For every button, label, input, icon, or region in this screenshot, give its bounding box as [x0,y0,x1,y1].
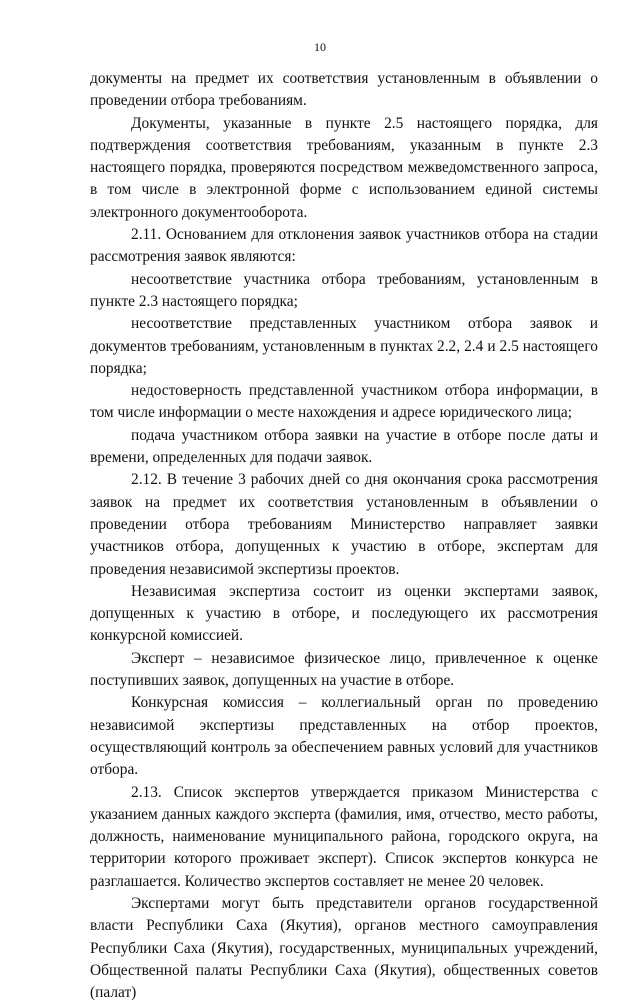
paragraph-rejection-reason-2: несоответствие представленных участником отбора заявок и документов требованиям, установленным в пунктах 2.2, 2.4 и 2.5 настоящего порядка; [90,315,598,377]
paragraph-independent-expertise: Независимая экспертиза состоит из оценки экспертами заявок, допущенных к участию в отборе, и последующего их рассмотрения конкурсной комиссией. [90,582,598,645]
paragraph-2-12: 2.12. В течение 3 рабочих дней со дня окончания срока рассмотрения заявок на предмет их соответствия установленным в объявлении о проведении отбора требованиям Министерство направляет заявки участников отбора, допущенных к участию в отборе, экспертам для проведения независимой экспертизы проектов. [90,471,598,578]
paragraph-2-13: 2.13. Список экспертов утверждается приказом Министерства с указанием данных каждого эксперта (фамилия, имя, отчество, место работы, должность, наименование муниципального района, городского округа, на территории которого проживает эксперт). Список экспертов конкурса не разглашается. Количество экспертов составляет не менее 20 человек. [90,783,598,890]
paragraph-commission-definition: Конкурсная комиссия – коллегиальный орган по проведению независимой экспертизы представленных на отбор проектов, осуществляющий контроль за обеспечением равных условий для участников отбора. [90,694,598,779]
document-body [90,68,598,1004]
paragraph-expert-definition: Эксперт – независимое физическое лицо, привлеченное к оценке поступивших заявок, допущенных на участие в отборе. [90,649,598,690]
paragraph-rejection-reason-1: несоответствие участника отбора требованиям, установленным в пункте 2.3 настоящего порядка; [90,270,598,310]
page-number: 10 [314,40,326,54]
paragraph-documents-verification: Документы, указанные в пункте 2.5 настоящего порядка, для подтверждения соответствия требованиям, указанным в пункте 2.3 настоящего порядка, проверяются посредством межведомственного запроса, в том числе в электронной форме с использованием единой системы электронного документооборота. [90,114,598,221]
paragraph-rejection-reason-4: подача участником отбора заявки на участие в отборе после даты и времени, определенных для подачи заявок. [90,426,598,467]
paragraph-rejection-reason-3: недостоверность представленной участником отбора информации, в том числе информации о месте нахождения и адресе юридического лица; [90,382,598,422]
paragraph-continuation: документы на предмет их соответствия установленным в объявлении о проведении отбора требованиям. [90,70,598,110]
paragraph-experts-composition: Экспертами могут быть представители органов государственной власти Республики Саха (Якутия), органов местного самоуправления Республики Саха (Якутия), государственных, муниципальных учреждений, Общественной палаты Республики Саха (Якутия), общественных советов (палат) [90,894,598,1002]
paragraph-2-11: 2.11. Основанием для отклонения заявок участников отбора на стадии рассмотрения заявок являются: [90,226,598,266]
